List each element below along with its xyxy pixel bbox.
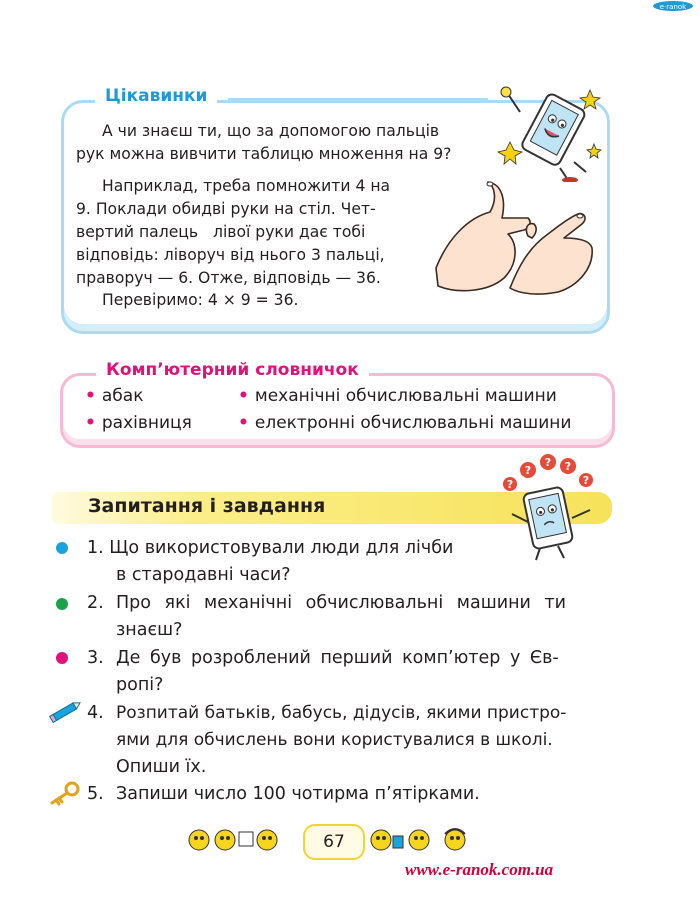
glossary-bullet: • xyxy=(85,413,96,433)
example-line: відповідь: ліворуч від нього 3 пальці, xyxy=(76,246,385,264)
tablet-mascot-wand-illustration xyxy=(490,82,605,182)
pencil-icon xyxy=(48,698,82,724)
glossary-bullet: • xyxy=(85,386,96,406)
question-1 xyxy=(87,535,453,589)
glossary-term-label: рахівниця xyxy=(101,413,192,433)
website-link[interactable]: www.e-ranok.com.ua xyxy=(405,860,554,879)
question-text: Де був розроблений перший комп’ютер у Єв- xyxy=(116,648,559,668)
glossary-bullet: • xyxy=(238,386,249,406)
glossary-term xyxy=(238,386,557,406)
glossary-bullet: • xyxy=(238,413,249,433)
footer-mascots-left-illustration xyxy=(185,822,295,858)
example-line: Наприклад, треба помножити 4 на xyxy=(102,177,391,195)
interesting-intro xyxy=(76,120,476,166)
footer-mascots-right-illustration xyxy=(365,822,475,858)
key-icon xyxy=(48,780,82,806)
question-number: 1. xyxy=(87,538,104,558)
question-marker-dot xyxy=(56,598,68,610)
glossary-term-label: абак xyxy=(101,386,144,406)
interesting-title-rule xyxy=(228,98,488,101)
interesting-check: Перевіримо: 4 × 9 = 36. xyxy=(102,291,299,309)
glossary-term xyxy=(85,386,143,406)
question-text: ями для обчислень вони користувалися в школі. xyxy=(116,730,553,750)
question-text: Про які механічні обчислювальні машини ти xyxy=(116,593,567,613)
question-marker-dot xyxy=(56,652,68,664)
tablet-mascot-questions-illustration xyxy=(492,452,607,562)
intro-line: А чи знаєш ти, що за допомогою пальців xyxy=(102,122,440,140)
glossary-title-rule xyxy=(380,373,490,376)
question-text: Що використовували люди для лічби xyxy=(109,538,454,558)
question-5 xyxy=(87,781,480,808)
interesting-title: Цікавинки xyxy=(95,86,217,106)
question-text: Опиши їх. xyxy=(116,757,207,777)
glossary-term-label: механічні обчислювальні машини xyxy=(254,386,557,406)
svg-text:?: ? xyxy=(524,464,532,477)
question-2 xyxy=(87,590,612,644)
question-text: в стародавні часи? xyxy=(116,565,291,585)
page-number: 67 xyxy=(303,824,365,860)
svg-text:?: ? xyxy=(544,456,552,469)
question-3 xyxy=(87,645,612,699)
svg-text:?: ? xyxy=(582,474,590,487)
question-text: Запиши число 100 чотирма п’ятірками. xyxy=(116,784,480,804)
glossary-term-label: електронні обчислювальні машини xyxy=(254,413,572,433)
interesting-example xyxy=(76,175,416,290)
question-number: 5. xyxy=(87,784,104,804)
intro-line: рук можна вивчити таблицю множення на 9? xyxy=(76,145,452,163)
hands-illustration xyxy=(428,178,598,298)
question-marker-dot xyxy=(56,542,68,554)
question-number: 4. xyxy=(87,703,104,723)
question-text: ропі? xyxy=(116,675,164,695)
svg-text:e·ranok: e·ranok xyxy=(659,3,687,11)
glossary-term xyxy=(85,413,192,433)
svg-text:?: ? xyxy=(564,460,572,473)
question-number: 2. xyxy=(87,593,104,613)
question-4 xyxy=(87,700,612,781)
glossary-box xyxy=(60,373,615,448)
questions-title: Запитання і завдання xyxy=(88,495,326,517)
example-line: 9. Поклади обидві руки на стіл. Чет- xyxy=(76,200,376,218)
svg-text:?: ? xyxy=(506,478,514,491)
glossary-term xyxy=(238,413,571,433)
question-number: 3. xyxy=(87,648,104,668)
question-text: знаєш? xyxy=(116,620,183,640)
publisher-logo xyxy=(652,0,694,12)
example-line: праворуч — 6. Отже, відповідь — 36. xyxy=(76,269,381,287)
glossary-title: Комп’ютерний словничок xyxy=(96,360,369,380)
example-line: вертий палець лівої руки дає тобі xyxy=(76,223,366,241)
question-text: Розпитай батьків, бабусь, дідусів, якими пристро- xyxy=(116,703,567,723)
